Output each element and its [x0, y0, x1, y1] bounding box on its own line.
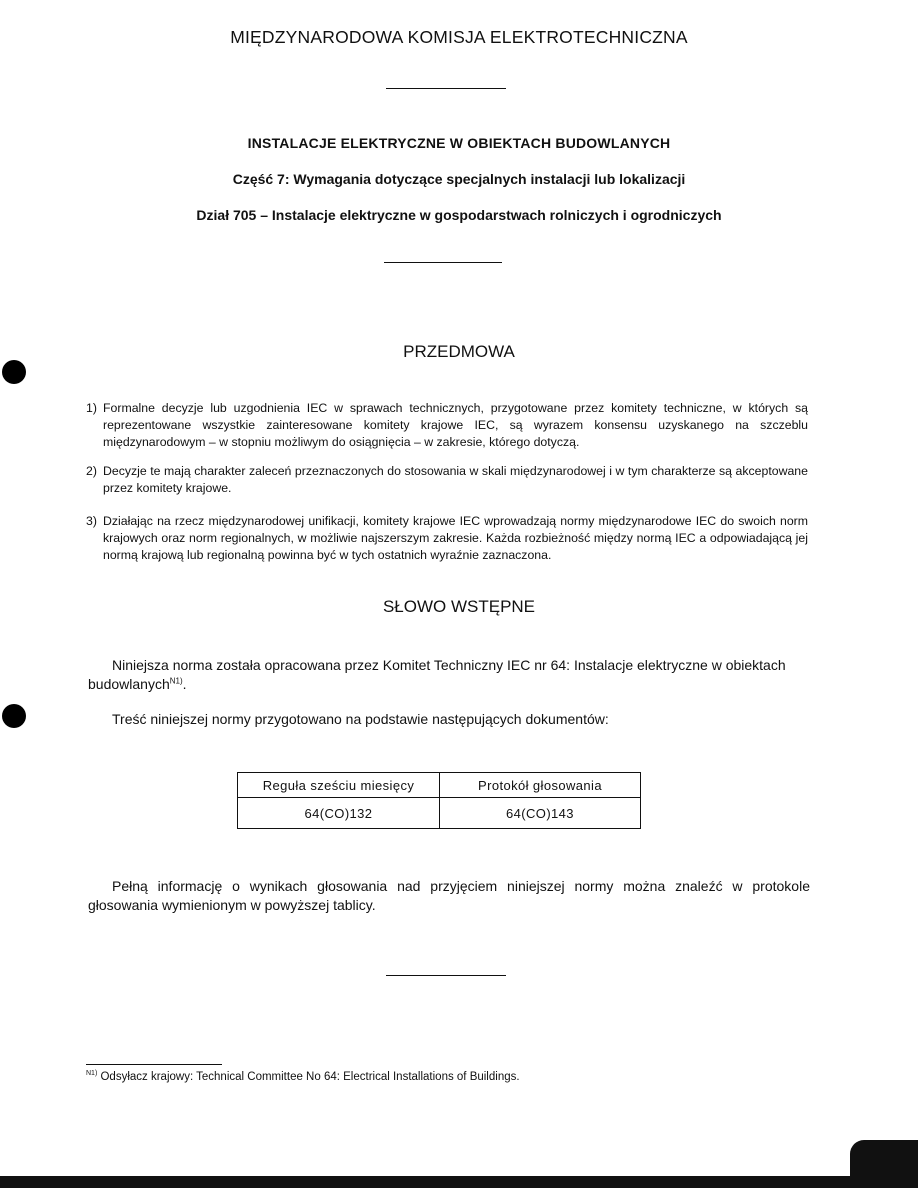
punch-hole [2, 360, 26, 384]
preface-paragraph: Niniejsza norma została opracowana przez Komitet Techniczny IEC nr 64: Instalacje elektryczne w obiektach budowlanych$^{N1)}$. [88, 657, 786, 692]
foreword-item [86, 463, 808, 497]
preface-paragraph [88, 710, 810, 729]
table-cell: 64(CO)132 [238, 798, 440, 829]
documents-table [237, 772, 641, 829]
table-row [238, 798, 641, 829]
foreword-item [86, 400, 808, 451]
document-part: Część 7: Wymagania dotyczące specjalnych instalacji lub lokalizacji [232, 171, 686, 187]
scan-bottom-edge [0, 1176, 918, 1188]
paragraph-text: Treść niniejszej normy przygotowano na podstawie następujących dokumentów: [112, 711, 609, 727]
table-header: Protokół głosowania [440, 773, 641, 798]
table-header: Reguła sześciu miesięcy [238, 773, 440, 798]
item-number: 2) [86, 464, 97, 478]
foreword-item [86, 513, 808, 564]
document-title: INSTALACJE ELEKTRYCZNE W OBIEKTACH BUDOWLANYCH [247, 135, 671, 151]
footnote-text: Odsyłacz krajowy: Technical Committee No 64: Electrical Installations of Buildings. [97, 1071, 520, 1083]
document-section: Dział 705 – Instalacje elektryczne w gospodarstwach rolniczych i ogrodniczych [196, 207, 722, 223]
item-text: Działając na rzecz międzynarodowej unifikacji, komitety krajowe IEC wprowadzają normy międzynarodowe IEC do swoich norm krajowych oraz norm regionalnych, w możliwie najszerszym zakresie. Każda rozbieżność między normą IEC a odpowiadającą jej normą krajową lub regionalną powinna być w tych ostatnich wyraźnie zaznaczona. [103, 514, 808, 562]
item-text: Formalne decyzje lub uzgodnienia IEC w sprawach technicznych, przygotowane przez komitety techniczne, w których są reprezentowane wszystkie zainteresowane komitety krajowe IEC, są wyrazem konsensu uzyskanego na szczeblu międzynarodowym – w stopniu możliwym do osiągnięcia – w zakresie, którego dotyczą. [103, 401, 808, 449]
item-number: 3) [86, 514, 97, 528]
footnote [86, 1071, 520, 1083]
divider [386, 88, 506, 89]
organization-heading: MIĘDZYNARODOWA KOMISJA ELEKTROTECHNICZNA [230, 27, 688, 47]
preface-paragraph [88, 877, 810, 915]
foreword-heading: PRZEDMOWA [403, 342, 515, 361]
divider [384, 262, 502, 263]
table-cell: 64(CO)143 [440, 798, 641, 829]
preface-heading: SŁOWO WSTĘPNE [382, 597, 536, 616]
paragraph-text: Niniejsza norma została opracowana przez Komitet Techniczny IEC nr 64: Instalacje elektryczne w obiektach budowlanych [88, 657, 786, 692]
divider [386, 975, 506, 976]
item-text: Decyzje te mają charakter zaleceń przeznaczonych do stosowania w skali międzynarodowej i w tym charakterze są akceptowane przez komitety krajowe. [103, 464, 808, 495]
table-header-row [238, 773, 641, 798]
punch-hole [2, 704, 26, 728]
paragraph-text: Pełną informację o wynikach głosowania nad przyjęciem niniejszej normy można znaleźć w protokole głosowania wymienionym w powyższej tablicy. [88, 878, 810, 913]
footnote-marker: N1) [86, 1070, 98, 1078]
footnote-ref: N1) [169, 676, 183, 686]
footnote-separator [86, 1064, 222, 1065]
item-number: 1) [86, 401, 97, 415]
